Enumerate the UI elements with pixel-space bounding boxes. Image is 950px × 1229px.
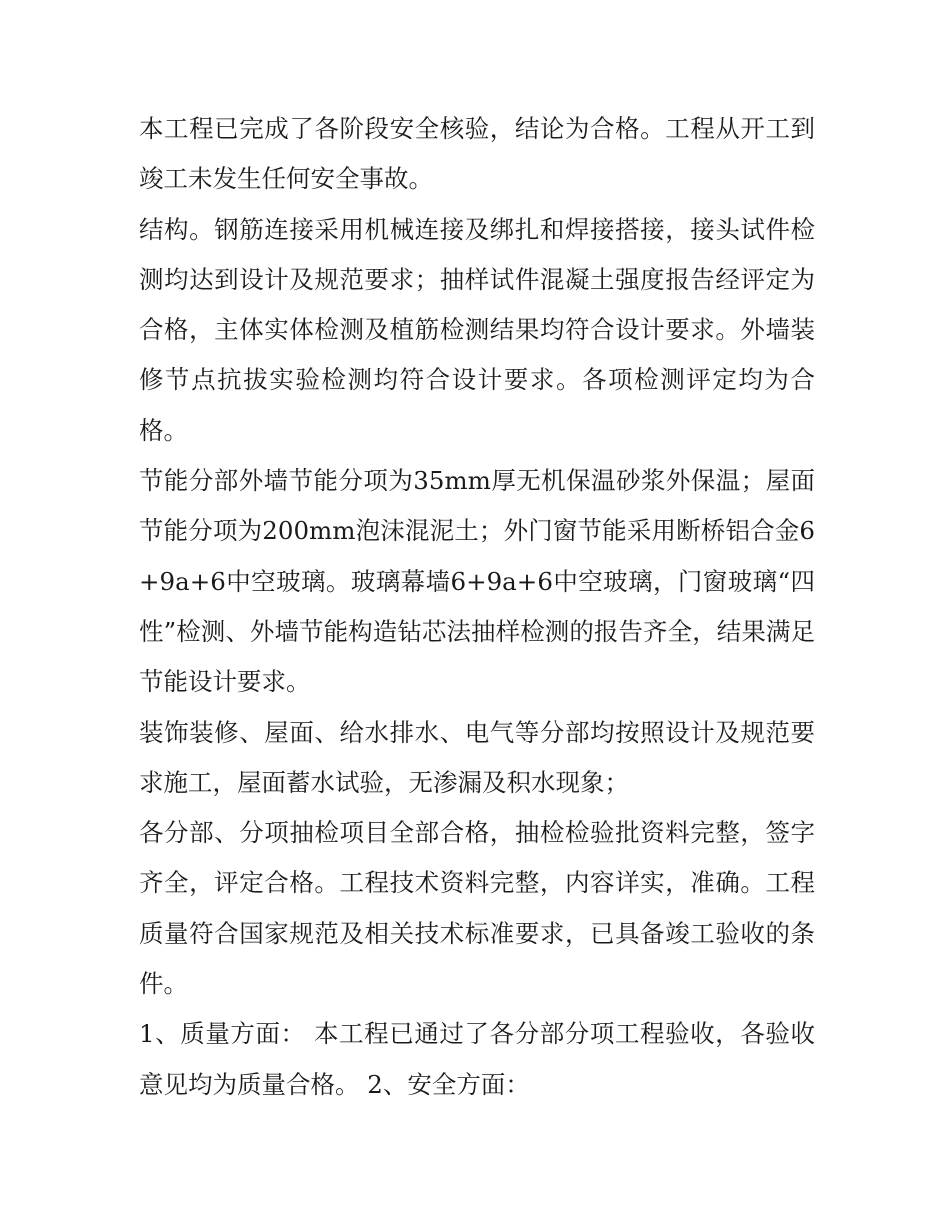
document-body: [139, 104, 815, 1110]
paragraph-energy-saving: 节能分部外墙节能分项为35mm厚无机保温砂浆外保温；屋面节能分项为200mm泡沫混泥土；外门窗节能采用断桥铝合金6+9a+6中空玻璃。玻璃幕墙6+9a+6中空玻璃，门窗玻璃“四性”检测、外墙节能构造钻芯法抽样检测的报告齐全，结果满足节能设计要求。: [139, 466, 815, 697]
paragraph-decoration: 装饰装修、屋面、给水排水、电气等分部均按照设计及规范要求施工，屋面蓄水试验，无渗漏及积水现象；: [139, 717, 815, 797]
paragraph-safety-summary: 本工程已完成了各阶段安全核验，结论为合格。工程从开工到竣工未发生任何安全事故。: [139, 114, 815, 194]
paragraph-inspection-results: 各分部、分项抽检项目全部合格，抽检检验批资料完整，签字齐全，评定合格。工程技术资料完整，内容详实，准确。工程质量符合国家规范及相关技术标准要求，已具备竣工验收的条件。: [139, 818, 815, 999]
paragraph-quality-safety: 1、质量方面： 本工程已通过了各分部分项工程验收，各验收意见均为质量合格。 2、安全方面：: [139, 1019, 815, 1099]
paragraph-structure: 结构。钢筋连接采用机械连接及绑扎和焊接搭接，接头试件检测均达到设计及规范要求；抽样试件混凝土强度报告经评定为合格，主体实体检测及植筋检测结果均符合设计要求。外墙装修节点抗拔实验检测均符合设计要求。各项检测评定均为合格。: [139, 214, 815, 445]
